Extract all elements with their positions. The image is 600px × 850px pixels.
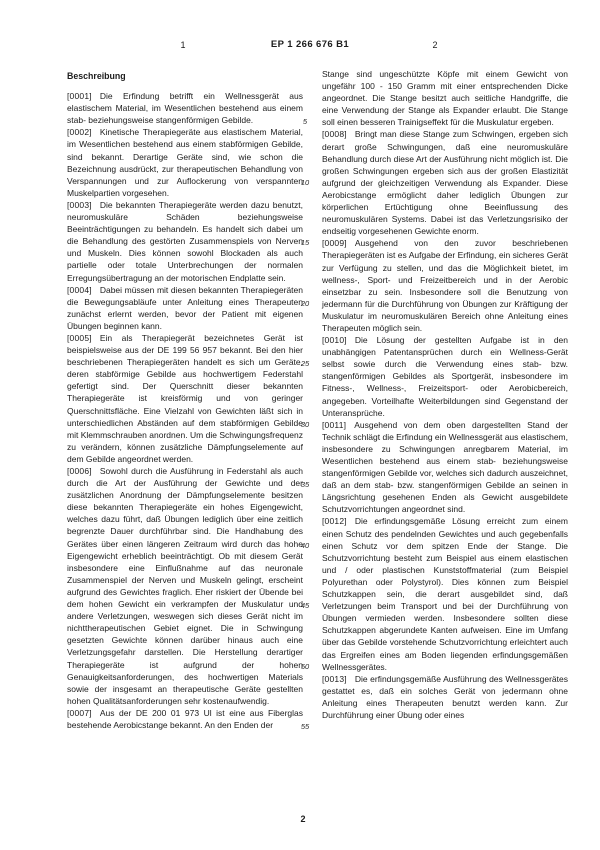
margin-line-number: 15 xyxy=(300,238,310,247)
paragraph-number: [0002] xyxy=(67,127,92,138)
margin-line-number: 40 xyxy=(300,540,310,550)
paragraph-text: Kinetische Therapiegeräte aus elastischem Material, im Wesentlichen bestehend aus einem stabförmigen Gebilde, sind bekannt. Derartige Geräte sind, wie schon die Bezeichnung ausdrückt, zur therapeutischen Behandlung von Verspannungen und zur Auflockerung von verspannten Muskelpartien vorgesehen. xyxy=(67,127,303,198)
paragraph-text: Die Erfindung betrifft ein Wellnessgerät aus elastischem Material, im Wesentlichen bestehend aus einem stab- beziehungsweise stangenförmigen Gebilde. xyxy=(67,91,303,126)
paragraph-0001 xyxy=(67,90,303,126)
margin-line-number: 10 xyxy=(300,177,310,187)
paragraph-text: Ausgehend von den zuvor beschriebenen Therapiegeräten ist es Aufgabe der Erfindung, ein sicheres Gerät zur Verfügung zu stellen, und das die Möglichkeit bietet, im wellness-, Sport- und Freizeitbereich und in der Aerobic einsetzbar zu sein. Insbesondere soll die Benutzung von jedermann für die Durchführung von Übungen zur Kräftigung der Muskulatur im neuromuskulären Bereich ohne Anleitung eines Therapeuten möglich sein. xyxy=(322,238,568,333)
paragraph-0003 xyxy=(67,199,303,284)
margin-line-number: 30 xyxy=(300,419,310,429)
paragraph-0012 xyxy=(322,515,568,672)
paragraph-text: Bringt man diese Stange zum Schwingen, ergeben sich derart große Schwingungen, daß eine neuromuskuläre Behandlung durch diese Art der Ausführung nicht möglich ist. Die großen Schwingungen ergeben sich aus der großen Elastizität aufgrund der gleichzeitigen Verwendung als Expander. Diese Aerobicstange ermöglicht daher lediglich Übungen zur körperlichen Ertüchtigung ohne Beeinflussung des neuromuskulären Systems. Dabei ist das Verletzungsrisiko der endseitig vorgesehenen Gewichte enorm. xyxy=(322,129,568,237)
paragraph-number: [0006] xyxy=(67,466,92,476)
section-heading: Beschreibung xyxy=(67,71,126,81)
paragraph-number: [0007] xyxy=(67,707,92,718)
footer-page-number: 2 xyxy=(300,814,306,824)
paragraph-0005 xyxy=(67,332,303,465)
paragraph-0011 xyxy=(322,419,568,516)
paragraph-number: [0008] xyxy=(322,129,347,140)
paragraph-number: [0012] xyxy=(322,516,347,527)
paragraph-0008 xyxy=(322,128,568,237)
header-left-column-number: 1 xyxy=(180,40,186,50)
paragraph-text: Die Lösung der gestellten Aufgabe ist in den unabhängigen Patentansprüchen durch ein Wellness-Gerät selbst sowie durch die Verwendung eines stab- bzw. stangenförmigen Gebildes als Sportgerät, insbesondere im Fitness-, Wellness-, Freizeitsport- oder Aerobicbereich, angegeben. Vorteilhafte Weiterbildungen sind Gegenstand der Unteransprüche. xyxy=(322,335,568,418)
margin-line-number: 55 xyxy=(300,722,310,731)
paragraph-0002 xyxy=(67,126,303,199)
paragraph-number: [0013] xyxy=(322,673,347,684)
header-right-column-number: 2 xyxy=(432,40,438,50)
margin-line-number: 50 xyxy=(300,661,310,671)
paragraph-text: Ein als Therapiegerät bezeichnetes Gerät ist beispielsweise aus der DE 199 56 957 bekannt. Bei den hier beschriebenen Therapiegeräten handelt es sich um Geräte, deren stabförmige Gebilde aus hochwertigem Federstahl gefertigt sind. Der Querschnitt dieser bekannten Therapiegeräte ist kreisförmig und von geringer Querschnittsfläche. Eine Vielzahl von Gewichten läßt sich in unterschiedlichen Abständen auf dem stabförmigen Gebilde mit Klemmschrauben anordnen. Um die Schwingungsfrequenz zu verändern, können zusätzliche Dämpfungselemente auf dem Gebilde angeordnet werden. xyxy=(67,332,303,464)
paragraph-text: Die erfindungsgemäße Ausführung des Wellnessgerätes gestattet es, daß ein solches Gerät von jedermann ohne Anleitung eines Therapeuten benutzt werden kann. Zur Durchführung einer Übung oder eines xyxy=(322,673,568,720)
paragraph-text: Die bekannten Therapiegeräte werden dazu benutzt, neuromuskuläre Schäden beziehungsweise Beeinträchtigungen zu behandeln. Es handelt sich dabei um die Behandlung des gestörten Zusammenspiels von Nerven und Muskeln. Dies können sowohl Blockaden als auch partielle oder totale Unterbrechungen der normalen Erregungsübertragung an der motorischen Endplatte sein. xyxy=(67,199,303,283)
paragraph-number: [0005] xyxy=(67,332,92,343)
description-column-right xyxy=(322,68,568,721)
paragraph-text: Die erfindungsgemäße Lösung erreicht zum einem einen Schutz des pendelnden Gewichtes und auch gegebenfalls einen Schutz vor dem spitzen Ende der Stange. Die Schutzvorrichtung besteht zum Beispiel aus einem elastischen und / oder plastischen Kunststoffmaterial (zum Beispiel Polyurethan oder Polystyrol). Dies können zum Beispiel Schutzkappen sein, die derart ausgebildet sind, daß Verletzungen beim Transport und bei der Durchführung von Übungen vermieden werden. Insbesondere sollten diese Schutzkappen abgerundete Kanten aufweisen. Eine im Umfang über das Gebilde vorstehende Schutzvorrichtung erleichtert auch das Ergreifen eines am Boden liegenden erfindungsgemäßen Wellnessgerätes. xyxy=(322,516,568,672)
paragraph-number: [0003] xyxy=(67,199,92,210)
paragraph-text: Sowohl durch die Ausführung in Federstahl als auch durch die Art der Ausführung der Gewichte und der zusätzlichen Anordnung der Dämpfungselemente besitzen diese bekannten Therapiegeräte ein hohes Eigengewicht, welches dazu führt, daß Übungen lediglich über eine zeitlich begrenzte Dauer durchführbar sind. Die Handhabung des Gerätes über einen längeren Zeitraum wird durch das hohe Eigengewicht erheblich beeinträchtigt. Ob mit diesem Gerät insbesondere eine Einflußnahme auf das neuronale Zusammenspiel der Nerven und Muskeln gelingt, erscheint aufgrund des Gewichtes fraglich. Eher riskiert der Übende bei dem hohen Gewicht ein verkrampfen der Muskulatur und andere Verletzungen, weswegen sich dieses Gerät nicht im nichttherapeutischen Gebiet eignet. Die in Schwingung gesetzten Gewichte können darüber hinaus auch eine Verletzungsgefahr darstellen. Die Herstellung derartiger Therapiegeräte ist aufgrund der hohen Genauigkeitsanforderungen, des hochwertigen Materials sowie der insgesamt an therapeutische Geräte gestellten hohen Qualitätsanforderungen sehr kostenaufwendig. xyxy=(67,466,303,706)
paragraph-text: Dabei müssen mit diesen bekannten Therapiegeräten die Bewegungsabläufe unter Anleitung eines Therapeuten zunächst erlernt werden, bevor der Patient mit eigenen Übungen beginnen kann. xyxy=(67,284,303,331)
paragraph-0009 xyxy=(322,237,568,334)
paragraph-number: [0010] xyxy=(322,335,347,346)
paragraph-number: [0011] xyxy=(322,419,347,430)
paragraph-0006 xyxy=(67,465,303,707)
paragraph-text: Ausgehend von dem oben dargestellten Stand der Technik schlägt die Erfindung ein Wellnessgerät aus elastischem, insbesondere zu Schwingungen anregbarem Material, im Wesentlichen bestehend aus einem stab- beziehungsweise stangenförmigen Gebilde vor, welches sich dadurch auszeichnet, daß an dem stab- bzw. stangenförmigen Gebilde an seinen in Längsrichtung gesehenen Enden als Gewicht ausgebildete Schutzvorrichtungen angeordnet sind. xyxy=(322,419,569,515)
paragraph-number: [0004] xyxy=(67,284,92,295)
header-patent-number: EP 1 266 676 B1 xyxy=(270,39,350,50)
margin-line-number: 5 xyxy=(302,117,308,126)
paragraph-0004 xyxy=(67,284,303,332)
margin-line-number: 20 xyxy=(300,298,310,308)
paragraph-text: Stange sind ungeschützte Köpfe mit einem Gewicht von ungefähr 100 - 150 Gramm mit einer entsprechenden Dicke angeordnet. Die Stange besitzt auch seitliche Handgriffe, die eine Verwendung der Stange als Expander erlaubt. Die Stange soll einen besseren Trainigseffekt für die Muskulatur ergeben. xyxy=(322,69,568,128)
paragraph-0010 xyxy=(322,334,568,419)
paragraph-number: [0009] xyxy=(322,238,347,249)
paragraph-0013 xyxy=(322,673,568,721)
margin-line-number: 25 xyxy=(300,359,310,368)
margin-line-number: 35 xyxy=(300,480,310,489)
paragraph-text: Aus der DE 200 01 973 Ul ist eine aus Fiberglas bestehende Aerobicstange bekannt. An den Enden der xyxy=(67,707,303,730)
paragraph-0007-continuation xyxy=(322,68,568,128)
paragraph-0007 xyxy=(67,707,303,731)
description-column-left xyxy=(67,70,303,731)
margin-line-number: 45 xyxy=(300,601,310,610)
paragraph-number: [0001] xyxy=(67,91,92,102)
